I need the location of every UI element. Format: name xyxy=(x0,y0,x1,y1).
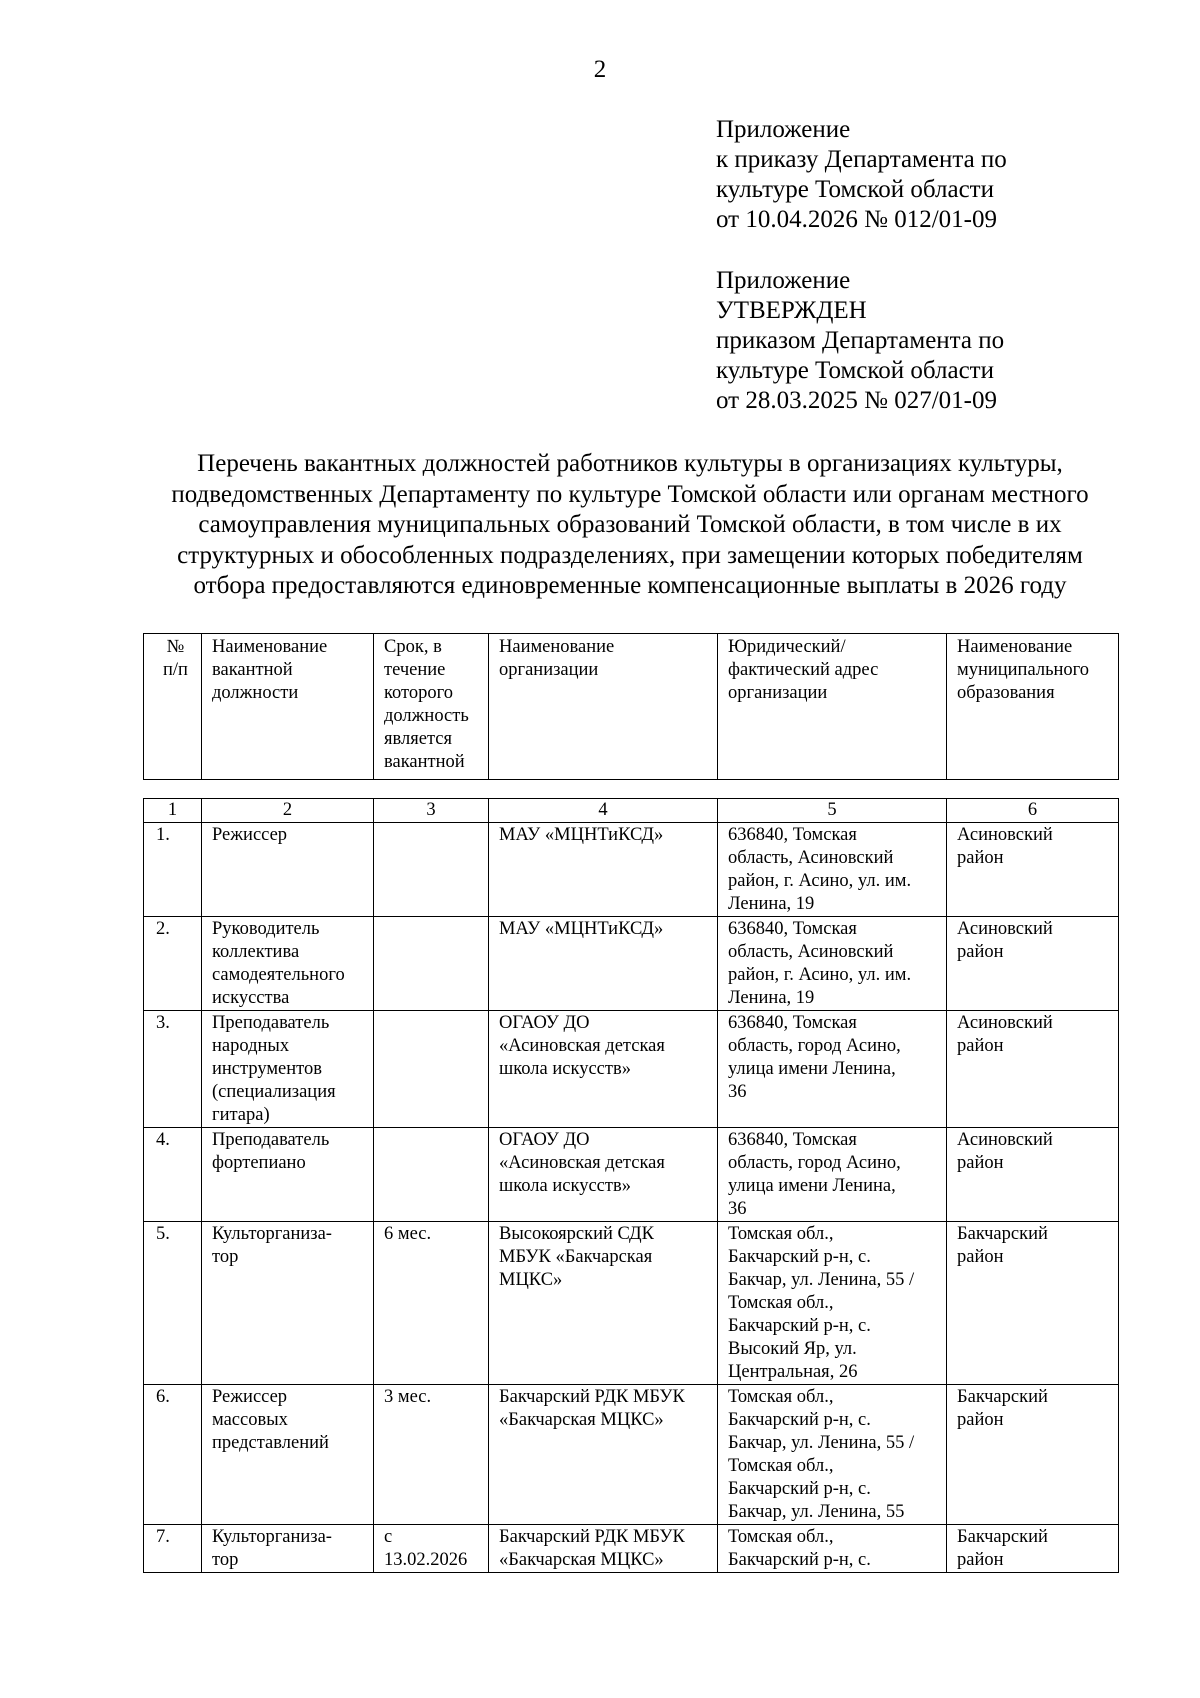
cell-line: МЦКС» xyxy=(499,1270,563,1290)
cell-address xyxy=(718,1385,947,1525)
cell-line: фортепиано xyxy=(212,1153,306,1173)
title-line: отбора предоставляются единовременные компенсационные выплаты в 2026 году xyxy=(193,572,1067,599)
cell-line: 636840, Томская xyxy=(728,919,857,939)
column-number-row xyxy=(144,799,1119,823)
cell-line: Бакчар, ул. Ленина, 55 / xyxy=(728,1433,915,1453)
header-line: течение xyxy=(384,660,446,680)
header-line: Наименование xyxy=(212,637,328,657)
cell-organization xyxy=(489,1128,718,1222)
cell-line: район xyxy=(957,1153,1004,1173)
cell-organization xyxy=(489,1011,718,1128)
document-title xyxy=(130,449,1130,602)
cell-line: «Асиновская детская xyxy=(499,1153,665,1173)
cell-line: 636840, Томская xyxy=(728,1130,857,1150)
table-row xyxy=(144,917,1119,1011)
cell-line: улица имени Ленина, xyxy=(728,1176,896,1196)
cell-line: Бакчар, ул. Ленина, 55 / xyxy=(728,1270,915,1290)
header-municipality xyxy=(947,634,1119,780)
cell-line: улица имени Ленина, xyxy=(728,1059,896,1079)
cell-line: массовых xyxy=(212,1410,288,1430)
appendix-line: от 28.03.2025 № 027/01-09 xyxy=(716,387,997,414)
header-line: должности xyxy=(212,683,299,703)
table-row xyxy=(144,1385,1119,1525)
title-line: структурных и обособленных подразделениях, при замещении которых победителям xyxy=(177,541,1083,569)
cell-number: 1. xyxy=(144,823,202,917)
header-line: образования xyxy=(957,683,1055,703)
cell-address xyxy=(718,1222,947,1385)
column-number: 6 xyxy=(947,799,1119,823)
header-line: Наименование xyxy=(957,637,1073,657)
cell-line: 13.02.2026 xyxy=(384,1550,468,1570)
title-line: подведомственных Департаменту по культуре Томской области или органам местного xyxy=(171,480,1089,508)
cell-line: Бакчар, ул. Ленина, 55 xyxy=(728,1502,905,1522)
header-line: п/п xyxy=(163,660,188,680)
header-line: фактический адрес xyxy=(728,660,879,680)
cell-line: Томская обл., xyxy=(728,1293,834,1313)
cell-line: Асиновский xyxy=(957,919,1053,939)
cell-line: Бакчарский р-н, с. xyxy=(728,1550,871,1570)
cell-term xyxy=(374,1525,489,1573)
cell-line: Руководитель xyxy=(212,919,320,939)
column-number: 5 xyxy=(718,799,947,823)
cell-line: Асиновский xyxy=(957,1130,1053,1150)
cell-line: Бакчарский РДК МБУК xyxy=(499,1527,685,1547)
cell-line: Преподаватель xyxy=(212,1013,330,1033)
cell-line: инструментов xyxy=(212,1059,322,1079)
cell-line: Бакчарский р-н, с. xyxy=(728,1410,871,1430)
cell-line: МАУ «МЦНТиКСД» xyxy=(499,825,664,845)
cell-line: школа искусств» xyxy=(499,1059,631,1079)
appendix-order-block xyxy=(716,115,1007,235)
header-line: вакантной xyxy=(212,660,293,680)
cell-organization xyxy=(489,917,718,1011)
appendix-line: Приложение xyxy=(716,267,851,294)
cell-line: область, Асиновский xyxy=(728,848,894,868)
title-line: самоуправления муниципальных образований Томской области, в том числе в их xyxy=(198,511,1062,538)
cell-line: Асиновский xyxy=(957,825,1053,845)
cell-municipality xyxy=(947,1011,1119,1128)
cell-number: 3. xyxy=(144,1011,202,1128)
cell-line: Ленина, 19 xyxy=(728,894,815,914)
table-row xyxy=(144,823,1119,917)
cell-organization xyxy=(489,1525,718,1573)
cell-line: область, Асиновский xyxy=(728,942,894,962)
cell-line: Центральная, 26 xyxy=(728,1362,858,1382)
appendix-line: культуре Томской области xyxy=(716,357,994,384)
cell-line: (специализация xyxy=(212,1082,336,1102)
cell-line: область, город Асино, xyxy=(728,1036,901,1056)
cell-address xyxy=(718,1128,947,1222)
cell-municipality xyxy=(947,917,1119,1011)
cell-line: Бакчарский р-н, с. xyxy=(728,1316,871,1336)
header-line: организации xyxy=(728,683,828,703)
cell-position xyxy=(202,917,374,1011)
cell-line: район xyxy=(957,1036,1004,1056)
header-line: должность xyxy=(384,706,469,726)
cell-line: МАУ «МЦНТиКСД» xyxy=(499,919,664,939)
cell-position xyxy=(202,1128,374,1222)
cell-line: область, город Асино, xyxy=(728,1153,901,1173)
header-address xyxy=(718,634,947,780)
cell-number: 4. xyxy=(144,1128,202,1222)
cell-line: ОГАОУ ДО xyxy=(499,1013,590,1033)
cell-number: 7. xyxy=(144,1525,202,1573)
cell-line: Томская обл., xyxy=(728,1527,834,1547)
cell-municipality xyxy=(947,1385,1119,1525)
cell-position xyxy=(202,823,374,917)
cell-number: 5. xyxy=(144,1222,202,1385)
title-line: Перечень вакантных должностей работников культуры в организациях культуры, xyxy=(197,450,1063,477)
cell-line: район xyxy=(957,848,1004,868)
cell-line: школа искусств» xyxy=(499,1176,631,1196)
cell-line: Бакчарский xyxy=(957,1224,1048,1244)
cell-term xyxy=(374,1222,489,1385)
cell-municipality xyxy=(947,1525,1119,1573)
table-row xyxy=(144,1525,1119,1573)
cell-municipality xyxy=(947,823,1119,917)
cell-number: 6. xyxy=(144,1385,202,1525)
cell-line: Режиссер xyxy=(212,1387,288,1407)
cell-line: район xyxy=(957,942,1004,962)
cell-line: искусства xyxy=(212,988,290,1008)
cell-line: тор xyxy=(212,1247,239,1267)
cell-line: «Бакчарская МЦКС» xyxy=(499,1550,664,1570)
cell-line: Бакчарский р-н, с. xyxy=(728,1247,871,1267)
appendix-line: Приложение xyxy=(716,116,851,143)
column-number: 2 xyxy=(202,799,374,823)
appendix-line: УТВЕРЖДЕН xyxy=(716,297,867,324)
header-position xyxy=(202,634,374,780)
header-term xyxy=(374,634,489,780)
cell-line: район, г. Асино, ул. им. xyxy=(728,871,912,891)
cell-term xyxy=(374,917,489,1011)
cell-organization xyxy=(489,823,718,917)
cell-line: Томская обл., xyxy=(728,1456,834,1476)
cell-line: Высокоярский СДК xyxy=(499,1224,654,1244)
header-row xyxy=(144,634,1119,780)
cell-line: Ленина, 19 xyxy=(728,988,815,1008)
cell-line: Бакчарский xyxy=(957,1527,1048,1547)
appendix-line: приказом Департамента по xyxy=(716,327,1005,354)
vacancy-table xyxy=(143,798,1119,1573)
cell-line: Томская обл., xyxy=(728,1224,834,1244)
cell-line: тор xyxy=(212,1550,239,1570)
cell-position xyxy=(202,1385,374,1525)
cell-line: 6 мес. xyxy=(384,1224,432,1244)
cell-line: Высокий Яр, ул. xyxy=(728,1339,857,1359)
cell-line: «Бакчарская МЦКС» xyxy=(499,1410,664,1430)
cell-line: с xyxy=(384,1527,393,1547)
cell-line: Культорганиза- xyxy=(212,1527,332,1547)
cell-position xyxy=(202,1525,374,1573)
cell-position xyxy=(202,1011,374,1128)
cell-line: коллектива xyxy=(212,942,300,962)
column-number: 4 xyxy=(489,799,718,823)
cell-line: 36 xyxy=(728,1082,747,1102)
table-row xyxy=(144,1222,1119,1385)
cell-line: Бакчарский р-н, с. xyxy=(728,1479,871,1499)
cell-line: район, г. Асино, ул. им. xyxy=(728,965,912,985)
cell-line: ОГАОУ ДО xyxy=(499,1130,590,1150)
cell-line: Бакчарский РДК МБУК xyxy=(499,1387,685,1407)
cell-address xyxy=(718,823,947,917)
cell-term xyxy=(374,1128,489,1222)
header-line: Наименование xyxy=(499,637,615,657)
header-line: вакантной xyxy=(384,752,465,772)
cell-line: представлений xyxy=(212,1433,329,1453)
cell-line: 3 мес. xyxy=(384,1387,432,1407)
header-line: которого xyxy=(384,683,454,703)
cell-line: 36 xyxy=(728,1199,747,1219)
cell-line: Бакчарский xyxy=(957,1387,1048,1407)
cell-line: 636840, Томская xyxy=(728,825,857,845)
header-line: муниципального xyxy=(957,660,1090,680)
cell-line: самодеятельного xyxy=(212,965,345,985)
cell-line: Культорганиза- xyxy=(212,1224,332,1244)
cell-line: «Асиновская детская xyxy=(499,1036,665,1056)
appendix-approved-block xyxy=(716,266,1004,416)
header-line: Срок, в xyxy=(384,637,442,657)
table-row xyxy=(144,1011,1119,1128)
cell-line: район xyxy=(957,1550,1004,1570)
cell-line: Томская обл., xyxy=(728,1387,834,1407)
cell-line: Преподаватель xyxy=(212,1130,330,1150)
appendix-line: от 10.04.2026 № 012/01-09 xyxy=(716,206,997,233)
column-number: 3 xyxy=(374,799,489,823)
cell-line: 636840, Томская xyxy=(728,1013,857,1033)
header-line: № xyxy=(166,637,185,657)
cell-organization xyxy=(489,1385,718,1525)
cell-line: район xyxy=(957,1410,1004,1430)
cell-line: район xyxy=(957,1247,1004,1267)
cell-term xyxy=(374,1385,489,1525)
cell-term xyxy=(374,1011,489,1128)
cell-address xyxy=(718,1525,947,1573)
header-line: является xyxy=(384,729,452,749)
cell-line: народных xyxy=(212,1036,290,1056)
cell-line: Асиновский xyxy=(957,1013,1053,1033)
header-organization xyxy=(489,634,718,780)
cell-organization xyxy=(489,1222,718,1385)
cell-municipality xyxy=(947,1222,1119,1385)
cell-position xyxy=(202,1222,374,1385)
appendix-line: культуре Томской области xyxy=(716,176,994,203)
cell-number: 2. xyxy=(144,917,202,1011)
cell-term xyxy=(374,823,489,917)
vacancy-table-header xyxy=(143,633,1119,780)
cell-line: МБУК «Бакчарская xyxy=(499,1247,653,1267)
cell-line: гитара) xyxy=(212,1105,270,1125)
appendix-line: к приказу Департамента по xyxy=(716,146,1007,173)
table-row xyxy=(144,1128,1119,1222)
column-number: 1 xyxy=(144,799,202,823)
header-line: Юридический/ xyxy=(728,637,846,657)
cell-address xyxy=(718,1011,947,1128)
header-number xyxy=(144,634,202,780)
cell-line: Режиссер xyxy=(212,825,288,845)
cell-municipality xyxy=(947,1128,1119,1222)
header-line: организации xyxy=(499,660,599,680)
page-number: 2 xyxy=(593,56,607,83)
cell-address xyxy=(718,917,947,1011)
